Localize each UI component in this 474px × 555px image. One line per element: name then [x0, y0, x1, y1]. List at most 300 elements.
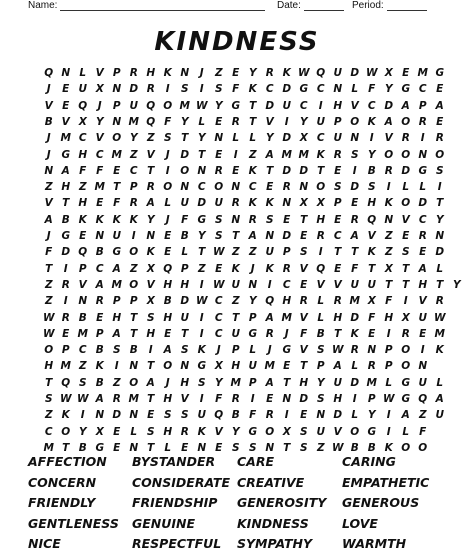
- grid-letter: I: [233, 148, 238, 161]
- grid-letter: O: [163, 99, 173, 112]
- grid-letter: E: [62, 327, 70, 340]
- grid-letter: S: [316, 344, 325, 357]
- grid-letter: X: [282, 425, 291, 438]
- grid-letter: Z: [78, 360, 87, 373]
- word-list-item: GENEROSITY: [237, 495, 327, 510]
- grid-letter: K: [61, 409, 70, 422]
- grid-letter: P: [282, 246, 291, 259]
- grid-letter: S: [112, 344, 121, 357]
- grid-letter: P: [129, 181, 138, 194]
- grid-letter: N: [197, 164, 207, 177]
- word-list-item: CONSIDERATE: [132, 474, 230, 490]
- grid-letter: Z: [146, 132, 155, 145]
- grid-letter: J: [46, 148, 51, 161]
- grid-letter: Q: [61, 376, 71, 389]
- grid-letter: H: [78, 148, 88, 161]
- grid-letter: R: [265, 67, 274, 79]
- grid-letter: X: [146, 262, 155, 275]
- grid-letter: O: [435, 148, 445, 161]
- grid-letter: T: [402, 262, 410, 275]
- grid-letter: O: [129, 246, 139, 259]
- grid-letter: U: [333, 132, 343, 145]
- grid-letter: B: [44, 115, 53, 128]
- grid-letter: T: [181, 132, 189, 145]
- grid-letter: T: [317, 164, 325, 177]
- grid-letter: X: [78, 115, 87, 128]
- word-list-item: WARMTH: [342, 536, 407, 551]
- word-list-item: CARE: [237, 454, 275, 469]
- grid-letter: S: [180, 344, 189, 357]
- name-label: Name:: [28, 0, 58, 11]
- grid-letter: H: [163, 393, 173, 405]
- grid-letter: U: [248, 360, 258, 373]
- grid-letter: Y: [367, 409, 376, 422]
- grid-letter: T: [113, 181, 121, 194]
- grid-letter: L: [351, 409, 359, 422]
- grid-letter: U: [350, 278, 360, 291]
- grid-letter: E: [283, 213, 291, 226]
- grid-letter: D: [282, 132, 292, 145]
- grid-letter: Z: [44, 278, 53, 291]
- grid-letter: U: [316, 115, 326, 128]
- grid-letter: G: [282, 344, 292, 357]
- grid-letter: R: [231, 393, 240, 405]
- grid-letter: W: [382, 393, 395, 405]
- word-list-item: LOVE: [342, 515, 378, 531]
- grid-letter: S: [180, 83, 189, 96]
- grid-letter: D: [384, 99, 394, 112]
- grid-letter: X: [384, 67, 393, 79]
- grid-letter: H: [163, 311, 173, 324]
- grid-letter: K: [197, 425, 206, 438]
- grid-letter: X: [367, 295, 376, 308]
- grid-letter: R: [401, 132, 410, 145]
- grid-letter: P: [231, 344, 240, 357]
- grid-letter: W: [212, 278, 225, 291]
- grid-letter: W: [331, 441, 344, 454]
- grid-letter: R: [146, 181, 155, 194]
- grid-letter: S: [299, 425, 308, 438]
- grid-letter: I: [352, 164, 357, 177]
- grid-letter: E: [232, 67, 240, 79]
- grid-letter: F: [164, 115, 172, 128]
- grid-letter: B: [367, 164, 376, 177]
- grid-letter: X: [95, 83, 104, 96]
- grid-letter: D: [299, 393, 309, 405]
- grid-letter: S: [163, 132, 172, 145]
- page-title: KINDNESS: [154, 27, 320, 57]
- grid-letter: T: [368, 262, 376, 275]
- grid-letter: W: [212, 246, 225, 259]
- grid-letter: Q: [367, 213, 377, 226]
- grid-letter: F: [79, 164, 87, 177]
- grid-letter: S: [214, 230, 223, 242]
- grid-letter: D: [180, 295, 190, 308]
- grid-letter: J: [267, 344, 272, 357]
- grid-letter: Q: [146, 99, 156, 112]
- grid-letter: N: [265, 230, 275, 242]
- grid-letter: Q: [316, 67, 326, 79]
- grid-letter: C: [44, 425, 53, 438]
- grid-letter: P: [384, 344, 393, 357]
- grid-letter: O: [180, 164, 190, 177]
- grid-letter: F: [351, 262, 359, 275]
- grid-letter: R: [282, 181, 291, 194]
- grid-letter: D: [61, 246, 71, 259]
- grid-letter: N: [435, 230, 445, 242]
- grid-letter: H: [418, 278, 428, 291]
- grid-letter: B: [163, 295, 172, 308]
- grid-letter: S: [299, 246, 308, 259]
- grid-letter: T: [334, 246, 342, 259]
- grid-letter: D: [401, 164, 411, 177]
- grid-letter: K: [248, 164, 257, 177]
- period-field[interactable]: [352, 0, 427, 11]
- grid-letter: Z: [418, 409, 427, 422]
- grid-letter: O: [163, 360, 173, 373]
- grid-letter: W: [42, 327, 55, 340]
- grid-letter: E: [402, 67, 410, 79]
- date-field[interactable]: [277, 0, 344, 11]
- grid-letter: R: [61, 278, 70, 291]
- grid-letter: Q: [78, 99, 88, 112]
- grid-letter: N: [248, 278, 258, 291]
- grid-letter: X: [316, 197, 325, 210]
- date-line[interactable]: [304, 1, 344, 11]
- grid-letter: K: [163, 67, 172, 79]
- grid-letter: S: [180, 409, 189, 422]
- grid-letter: Y: [146, 213, 155, 226]
- grid-letter: E: [62, 99, 70, 112]
- grid-letter: W: [76, 393, 89, 405]
- grid-letter: V: [333, 425, 342, 438]
- grid-letter: L: [249, 344, 257, 357]
- grid-letter: T: [436, 278, 444, 291]
- grid-letter: A: [265, 148, 274, 161]
- grid-letter: T: [385, 278, 393, 291]
- grid-letter: A: [163, 344, 172, 357]
- name-line[interactable]: [60, 1, 265, 11]
- grid-letter: V: [418, 295, 427, 308]
- grid-letter: F: [385, 295, 393, 308]
- grid-letter: T: [130, 327, 138, 340]
- grid-letter: H: [367, 197, 377, 210]
- grid-letter: Y: [248, 295, 257, 308]
- grid-letter: R: [265, 327, 274, 340]
- grid-letter: T: [45, 376, 53, 389]
- grid-letter: B: [95, 376, 104, 389]
- grid-letter: H: [112, 311, 122, 324]
- grid-letter: L: [351, 360, 359, 373]
- grid-letter: A: [401, 99, 410, 112]
- word-list-item: KINDNESS: [237, 515, 309, 531]
- grid-letter: I: [199, 393, 204, 405]
- grid-letter: G: [61, 148, 71, 161]
- grid-letter: Y: [197, 132, 206, 145]
- grid-letter: D: [350, 311, 360, 324]
- grid-letter: O: [265, 425, 275, 438]
- grid-letter: T: [62, 197, 70, 210]
- grid-letter: A: [333, 360, 342, 373]
- grid-letter: W: [365, 67, 378, 79]
- grid-letter: F: [215, 393, 223, 405]
- grid-letter: S: [146, 425, 155, 438]
- grid-letter: Z: [248, 246, 257, 259]
- grid-letter: E: [351, 197, 359, 210]
- grid-letter: H: [61, 181, 71, 194]
- grid-letter: H: [316, 213, 326, 226]
- grid-letter: W: [433, 311, 446, 324]
- grid-letter: G: [197, 360, 207, 373]
- grid-letter: V: [180, 393, 189, 405]
- grid-letter: K: [367, 246, 376, 259]
- grid-letter: O: [350, 115, 360, 128]
- date-label: Date:: [277, 0, 301, 11]
- grid-letter: E: [113, 441, 121, 454]
- grid-letter: A: [265, 311, 274, 324]
- grid-letter: T: [130, 311, 138, 324]
- grid-letter: D: [112, 409, 122, 422]
- grid-letter: K: [129, 213, 138, 226]
- grid-letter: C: [214, 311, 223, 324]
- grid-letter: U: [418, 311, 428, 324]
- grid-letter: Y: [180, 115, 189, 128]
- word-list-item: CONCERN: [28, 474, 97, 490]
- grid-letter: V: [299, 262, 308, 275]
- grid-letter: Y: [265, 132, 274, 145]
- grid-letter: C: [316, 83, 325, 96]
- grid-letter: D: [333, 409, 343, 422]
- grid-letter: N: [282, 393, 292, 405]
- grid-letter: O: [401, 344, 411, 357]
- grid-letter: Z: [129, 262, 138, 275]
- grid-letter: C: [95, 262, 104, 275]
- grid-letter: E: [334, 164, 342, 177]
- grid-letter: Z: [214, 67, 223, 79]
- grid-letter: O: [401, 197, 411, 210]
- grid-letter: K: [95, 213, 104, 226]
- grid-letter: T: [232, 230, 240, 242]
- grid-letter: P: [333, 115, 342, 128]
- grid-letter: O: [163, 181, 173, 194]
- word-list-item: BYSTANDER: [132, 454, 216, 469]
- grid-letter: S: [214, 83, 223, 96]
- grid-letter: U: [214, 197, 224, 210]
- grid-letter: S: [299, 441, 308, 454]
- grid-letter: E: [334, 213, 342, 226]
- grid-letter: Y: [95, 115, 104, 128]
- grid-letter: L: [317, 295, 325, 308]
- grid-letter: Y: [248, 67, 257, 79]
- grid-letter: S: [197, 376, 206, 389]
- grid-letter: I: [199, 311, 204, 324]
- grid-letter: Y: [452, 278, 461, 291]
- grid-letter: Q: [163, 262, 173, 275]
- grid-letter: Z: [231, 295, 240, 308]
- grid-letter: I: [386, 327, 391, 340]
- grid-letter: P: [333, 197, 342, 210]
- grid-letter: T: [147, 360, 155, 373]
- grid-letter: R: [214, 164, 223, 177]
- grid-letter: R: [61, 311, 70, 324]
- period-label: Period:: [352, 0, 384, 11]
- grid-letter: E: [147, 409, 155, 422]
- grid-letter: H: [282, 295, 292, 308]
- grid-letter: J: [165, 148, 170, 161]
- grid-letter: U: [129, 99, 139, 112]
- grid-letter: O: [129, 278, 139, 291]
- grid-letter: B: [231, 409, 240, 422]
- grid-letter: H: [146, 67, 156, 79]
- grid-letter: L: [130, 425, 138, 438]
- grid-letter: N: [197, 441, 207, 454]
- grid-letter: A: [350, 230, 359, 242]
- grid-letter: M: [128, 393, 139, 405]
- grid-letter: H: [180, 278, 190, 291]
- grid-letter: E: [232, 164, 240, 177]
- grid-letter: B: [316, 327, 325, 340]
- grid-letter: U: [180, 197, 190, 210]
- grid-letter: L: [351, 83, 359, 96]
- grid-letter: V: [316, 278, 325, 291]
- grid-letter: U: [435, 409, 445, 422]
- grid-letter: S: [367, 181, 376, 194]
- grid-letter: R: [435, 132, 444, 145]
- grid-letter: K: [95, 360, 104, 373]
- grid-letter: L: [181, 246, 189, 259]
- grid-letter: E: [266, 181, 274, 194]
- grid-letter: M: [94, 181, 105, 194]
- name-field[interactable]: [28, 0, 265, 11]
- grid-letter: R: [316, 230, 325, 242]
- grid-letter: F: [368, 311, 376, 324]
- grid-letter: F: [232, 83, 240, 96]
- period-line[interactable]: [387, 1, 427, 11]
- grid-letter: S: [333, 181, 342, 194]
- grid-letter: T: [147, 441, 155, 454]
- grid-letter: G: [401, 393, 411, 405]
- grid-letter: O: [401, 441, 411, 454]
- grid-letter: K: [197, 344, 206, 357]
- grid-letter: R: [333, 148, 342, 161]
- grid-letter: K: [248, 83, 257, 96]
- grid-letter: W: [59, 393, 72, 405]
- grid-letter: I: [199, 83, 204, 96]
- grid-letter: J: [46, 132, 51, 145]
- grid-letter: D: [299, 164, 309, 177]
- grid-letter: A: [112, 262, 121, 275]
- grid-letter: L: [402, 425, 410, 438]
- grid-letter: R: [231, 115, 240, 128]
- grid-letter: N: [282, 197, 292, 210]
- grid-letter: B: [78, 311, 87, 324]
- grid-letter: H: [163, 278, 173, 291]
- grid-letter: G: [197, 213, 207, 226]
- grid-letter: Q: [146, 115, 156, 128]
- grid-letter: W: [42, 311, 55, 324]
- grid-letter: J: [284, 327, 289, 340]
- grid-letter: E: [164, 246, 172, 259]
- grid-letter: D: [418, 197, 428, 210]
- grid-letter: K: [282, 67, 291, 79]
- grid-letter: Z: [384, 230, 393, 242]
- grid-letter: V: [95, 67, 104, 79]
- grid-letter: K: [78, 213, 87, 226]
- grid-letter: N: [129, 441, 139, 454]
- grid-letter: V: [61, 115, 70, 128]
- grid-letter: Z: [78, 181, 87, 194]
- grid-letter: M: [434, 327, 445, 340]
- grid-letter: J: [165, 213, 170, 226]
- grid-letter: O: [384, 148, 394, 161]
- grid-letter: I: [386, 409, 391, 422]
- grid-letter: W: [331, 344, 344, 357]
- grid-letter: S: [78, 376, 87, 389]
- grid-letter: D: [350, 181, 360, 194]
- grid-letter: M: [281, 311, 292, 324]
- grid-letter: Z: [248, 148, 257, 161]
- grid-letter: N: [95, 230, 105, 242]
- grid-letter: A: [95, 278, 104, 291]
- grid-letter: J: [97, 99, 102, 112]
- grid-letter: H: [44, 360, 54, 373]
- grid-letter: I: [199, 278, 204, 291]
- grid-letter: N: [418, 148, 428, 161]
- grid-letter: S: [163, 409, 172, 422]
- grid-letter: R: [265, 409, 274, 422]
- grid-letter: U: [78, 83, 88, 96]
- grid-letter: K: [367, 115, 376, 128]
- grid-letter: O: [316, 181, 326, 194]
- grid-letter: E: [419, 327, 427, 340]
- grid-letter: C: [248, 181, 257, 194]
- grid-letter: R: [418, 115, 427, 128]
- grid-letter: R: [248, 213, 257, 226]
- grid-letter: I: [420, 132, 425, 145]
- grid-letter: V: [95, 132, 104, 145]
- word-list-item: NICE: [28, 536, 61, 551]
- grid-letter: Q: [265, 295, 275, 308]
- grid-letter: C: [418, 213, 427, 226]
- grid-letter: O: [44, 344, 54, 357]
- grid-letter: O: [418, 441, 428, 454]
- grid-letter: G: [418, 164, 428, 177]
- grid-letter: M: [77, 327, 88, 340]
- grid-letter: F: [181, 213, 189, 226]
- grid-letter: A: [384, 115, 393, 128]
- grid-letter: C: [78, 132, 87, 145]
- grid-letter: P: [316, 360, 325, 373]
- grid-letter: C: [333, 230, 342, 242]
- grid-letter: V: [214, 425, 223, 438]
- grid-letter: N: [44, 164, 54, 177]
- grid-letter: E: [181, 441, 189, 454]
- grid-letter: G: [401, 83, 411, 96]
- grid-letter: U: [112, 230, 122, 242]
- grid-letter: C: [214, 295, 223, 308]
- grid-letter: N: [146, 230, 156, 242]
- grid-letter: U: [231, 278, 241, 291]
- grid-letter: K: [112, 213, 121, 226]
- grid-letter: I: [318, 99, 323, 112]
- grid-letter: N: [61, 67, 71, 79]
- grid-letter: Y: [197, 230, 206, 242]
- grid-letter: K: [350, 327, 359, 340]
- grid-letter: N: [95, 409, 105, 422]
- grid-letter: T: [198, 246, 206, 259]
- grid-letter: C: [316, 132, 325, 145]
- grid-letter: P: [248, 311, 257, 324]
